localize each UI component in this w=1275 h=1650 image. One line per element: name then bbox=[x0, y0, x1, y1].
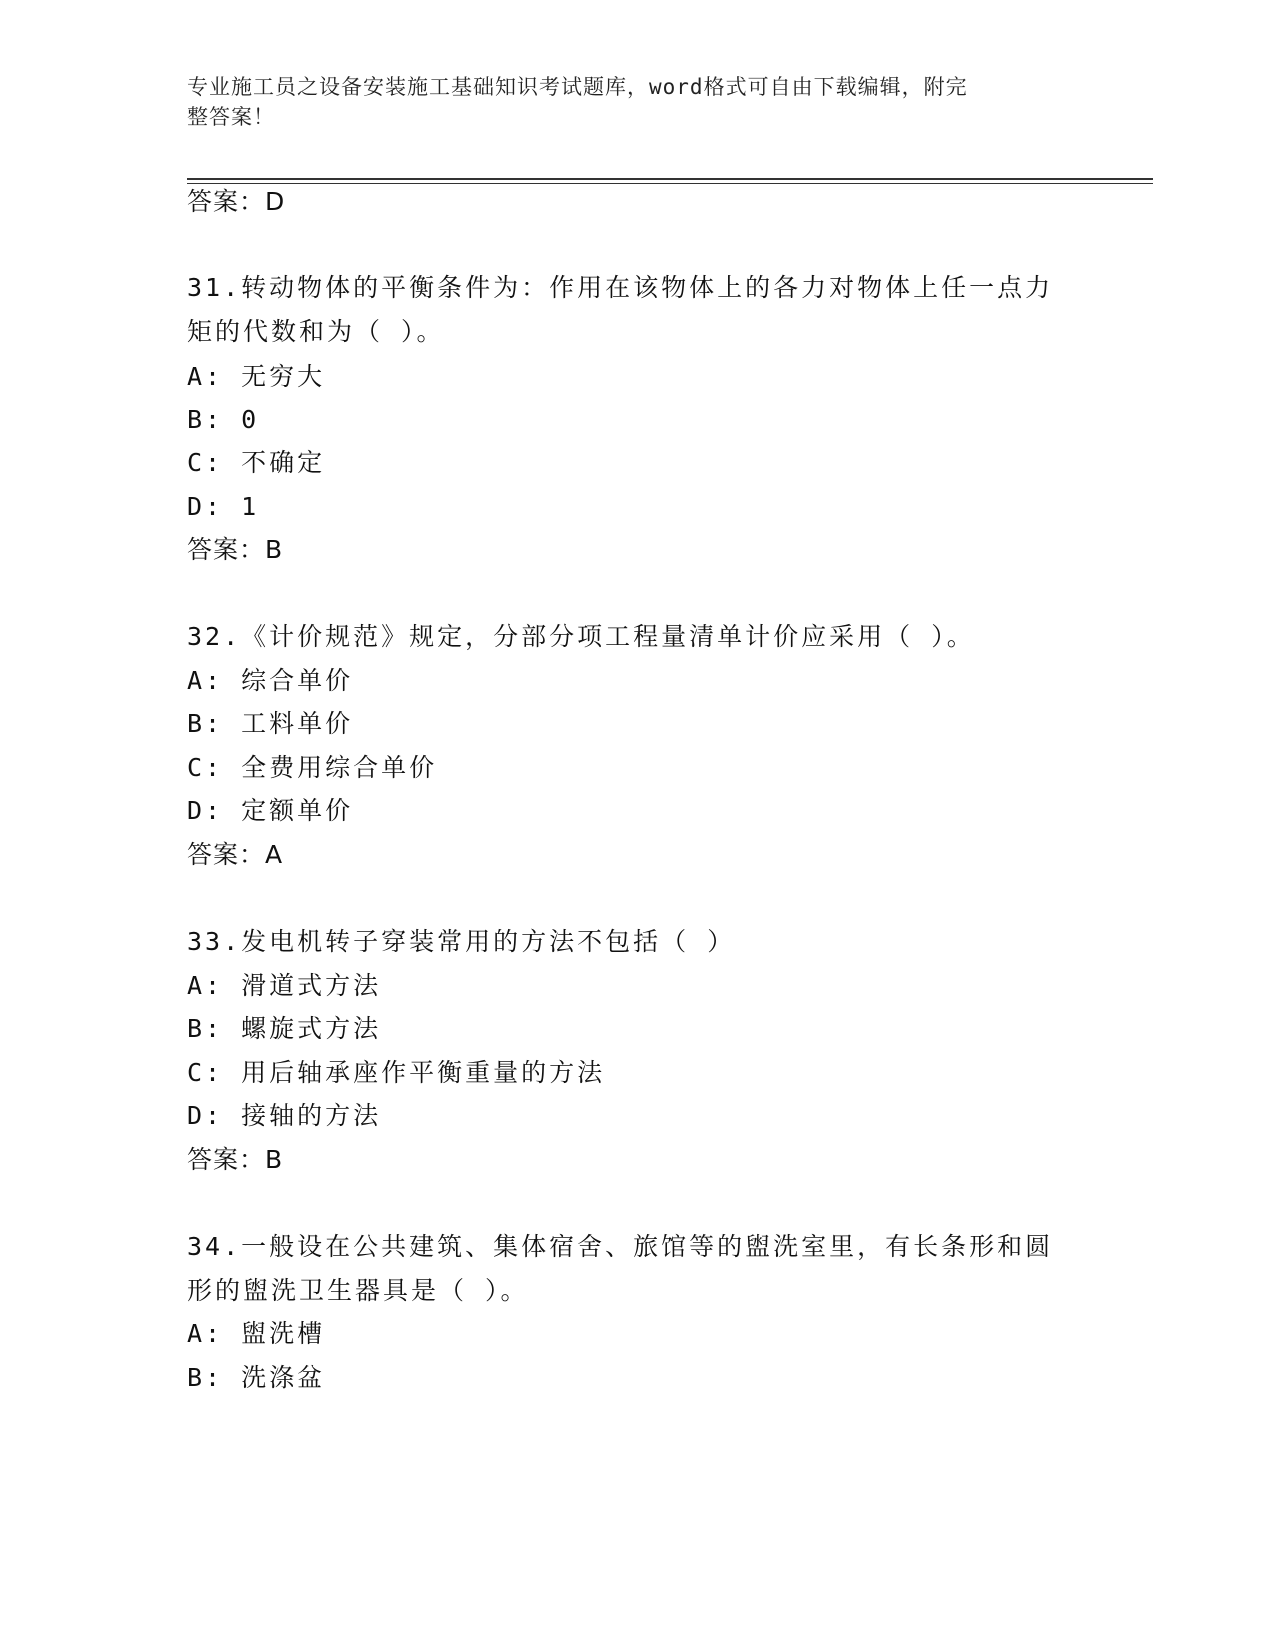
answer-31: 答案：B bbox=[187, 535, 284, 564]
question-33-option-d: D: 接轴的方法 bbox=[187, 1101, 382, 1130]
header-divider-thin bbox=[187, 183, 1153, 184]
question-34-option-a: A: 盥洗槽 bbox=[187, 1319, 326, 1348]
header-line-2: 整答案！ bbox=[187, 105, 275, 129]
question-31-option-a: A: 无穷大 bbox=[187, 362, 326, 391]
answer-33: 答案：B bbox=[187, 1145, 284, 1174]
question-32-option-b: B: 工料单价 bbox=[187, 709, 354, 738]
question-31-stem-line-1: 31.转动物体的平衡条件为：作用在该物体上的各力对物体上任一点力 bbox=[187, 273, 1054, 302]
question-31-option-d: D: 1 bbox=[187, 492, 260, 521]
question-32-option-c: C: 全费用综合单价 bbox=[187, 753, 438, 782]
question-33-stem-line-1: 33.发电机转子穿装常用的方法不包括（ ） bbox=[187, 927, 736, 956]
answer-32: 答案：A bbox=[187, 840, 284, 869]
question-33-option-b: B: 螺旋式方法 bbox=[187, 1014, 382, 1043]
question-33-option-c: C: 用后轴承座作平衡重量的方法 bbox=[187, 1058, 606, 1087]
header-line-1: 专业施工员之设备安装施工基础知识考试题库，word格式可自由下载编辑，附完 bbox=[187, 75, 968, 99]
question-31-option-c: C: 不确定 bbox=[187, 448, 326, 477]
document-header bbox=[187, 72, 1067, 132]
question-31-stem-line-2: 矩的代数和为（ ）。 bbox=[187, 317, 445, 346]
answer-30: 答案：D bbox=[187, 187, 286, 216]
question-31-option-b: B: 0 bbox=[187, 405, 260, 434]
question-34-stem-line-2: 形的盥洗卫生器具是（ ）。 bbox=[187, 1276, 529, 1305]
question-32-option-d: D: 定额单价 bbox=[187, 796, 354, 825]
header-divider-thick bbox=[187, 178, 1153, 180]
question-32-stem-line-1: 32.《计价规范》规定，分部分项工程量清单计价应采用（ ）。 bbox=[187, 622, 975, 651]
question-34-stem-line-1: 34.一般设在公共建筑、集体宿舍、旅馆等的盥洗室里，有长条形和圆 bbox=[187, 1232, 1054, 1261]
question-34-option-b: B: 洗涤盆 bbox=[187, 1363, 326, 1392]
question-33-option-a: A: 滑道式方法 bbox=[187, 971, 382, 1000]
question-32-option-a: A: 综合单价 bbox=[187, 666, 354, 695]
